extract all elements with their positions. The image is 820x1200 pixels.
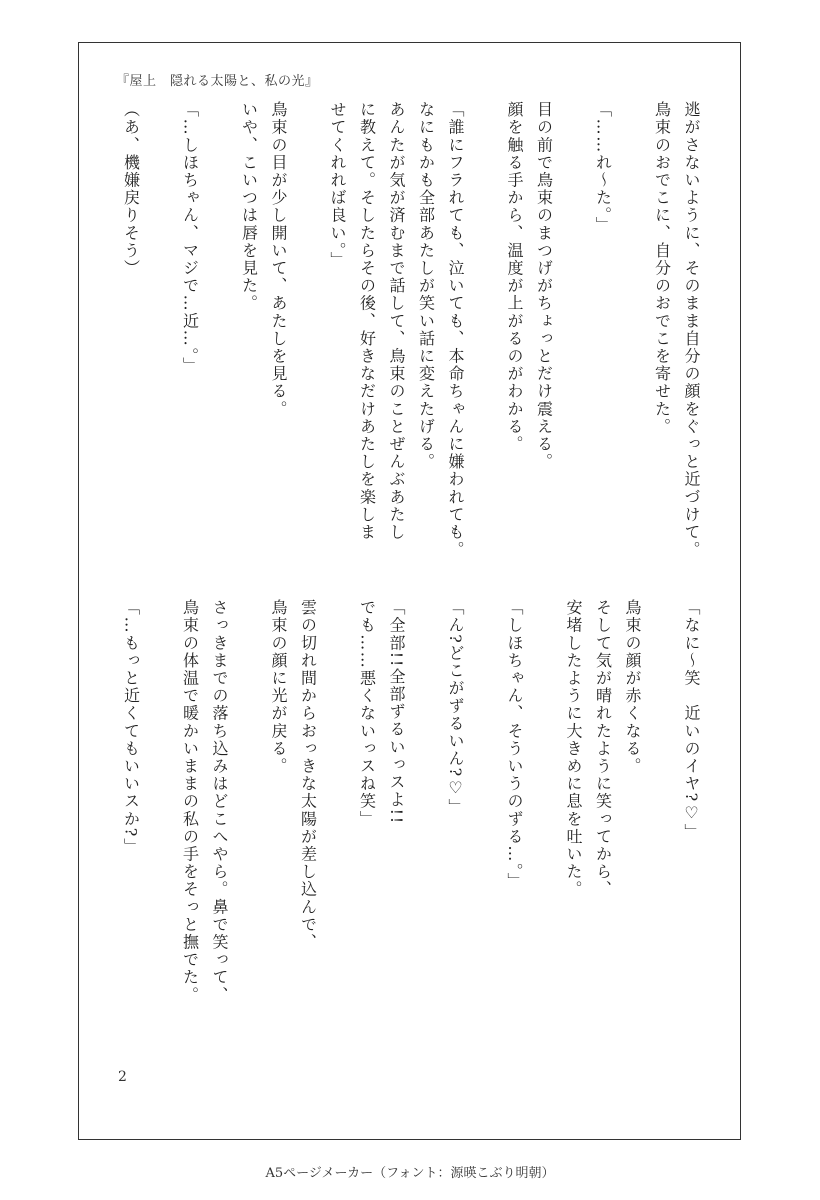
book-page [78,42,741,1140]
footer-credit: A5ページメーカー（フォント：源暎こぶり明朝） [265,1166,555,1181]
page-number: 2 [118,1069,127,1085]
vertical-text-top-section: 逃がさないように、そのまま自分の顔をぐっと近づけて。 鳥束のおでこに、自分のおでこを寄せた。 「……れ〜た。」 目の前で鳥束のまつげがちょっとだけ震える。 顔を触る手から、温度が上がるのがわかる。 「誰にフラれても、泣いても、本命ちゃんに嫌われても。 なにもかも全部あたしが笑い話に変えたげる。 あんたが気が済むまで話して、鳥束のことぜんぶあたし に教えて。そしたらその後、好きなだけあたしを楽しま せてくれれば良い。」 鳥束の目が少し開いて、あたしを見る。 いや、こいつは唇を見た。 「…しほちゃん、マジで…近…。」 （あ、機嫌戻りそう） [121,101,701,559]
chapter-title: 『屋上 隠れる太陽と、私の光』 [116,74,319,89]
vertical-text-bottom-section: 「なに〜笑 近いのイヤ?♡」 鳥束の顔が赤くなる。 そして気が晴れたように笑ってから、 安堵したように大きめに息を吐いた。 「しほちゃん、そういうのずる…。」 「ん?どこがずるいん?♡」 「全部!!全部ずるいっスよ!! でも……悪くないっスね笑」 雲の切れ間からおっきな太陽が差し込んで、 鳥束の顔に光が戻る。 さっきまでの落ち込みはどこへやら。鼻で笑って、 鳥束の体温で暖かいままの私の手をそっと撫でた。 「…もっと近くてもいいスか?」 [121,599,701,1004]
